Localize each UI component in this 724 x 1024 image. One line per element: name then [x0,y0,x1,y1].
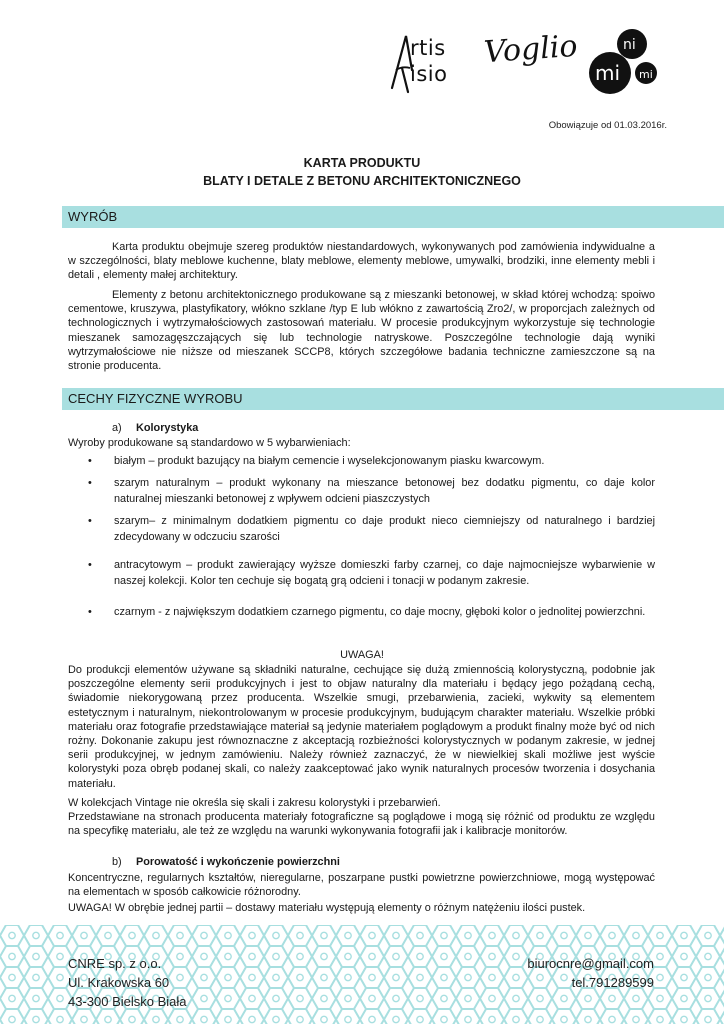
bullet-marker: • [88,477,92,489]
vintage-note: W kolekcjach Vintage nie określa się skali i zakresu kolorystyki i przebarwień. [68,797,441,809]
section-heading-text: WYRÓB [68,209,118,224]
title-line-1: KARTA PRODUKTU [303,156,421,170]
uwaga-heading: UWAGA! [340,649,384,661]
brand-logos [388,28,658,98]
subsection-a-marker: a) [112,422,122,434]
company-street: Ul. Krakowska 60 [68,975,170,990]
footer [0,925,724,1024]
list-item [68,475,655,507]
list-item [68,604,655,620]
contact-phone[interactable]: tel.791289599 [571,975,654,990]
bullet-text: białym – produkt bazujący na białym cemencie i wyselekcjonowanym piasku kwarcowym. [114,455,545,467]
porosity-warning: UWAGA! W obrębie jednej partii – dostawy materiału występują elementy o różnym natężeniu ilości pustek. [68,902,586,914]
uwaga-paragraph: Do produkcji elementów używane są składniki naturalne, cechujące się dużą zmiennością kolorystyczną, podobnie jak poszczególne elementy serii produkcyjnych i jest to objaw naturalny dla materiału i będący jego pożądaną cechą, świadomie niekorygowaną przez producenta. Wszelkie smugi, przebarwienia, zacieki, wykwity są elementem estetycznym i naturalnym, niekontrolowanym w procesie produkcyjnym, budującym charakter materiału. Wszelkie próbki materiału oraz fotografie przedstawiające materiał są jedynie materiałem poglądowym a produkt finalny może być od nich rożny. Dokonanie zakupu jest równoznaczne z akceptacją rozbieżności kolorystycznych w podanym zakresie, w jednej serii produkcyjnej, w jednym zamówieniu. Należy również zaznaczyć, że w niewielkiej skali możliwe jest wyście kolorystyki poza obręb podanej skali, co należy zaakceptować jako wynik naturalnych procesów tworzenia i dosychania materiału. [68,664,655,790]
artis-text: rtis [410,36,446,60]
colors-intro: Wyroby produkowane są standardowo w 5 wybarwieniach: [68,437,351,449]
subsection-b-marker: b) [112,856,122,868]
contact-email[interactable]: biurocnre@gmail.com [527,956,654,971]
company-name: CNRE sp. z o.o. [68,956,162,971]
subsection-a-title: Kolorystyka [136,422,199,434]
product-description-paragraph: Karta produktu obejmuje szereg produktów niestandardowych, wykonywanych pod zamówienia indywidualne a w szczególności, blaty meblowe kuchenne, blaty meblowe, elementy meblowe, umywalki, brodziki, inne elementy mebli i detali , elementy małej architektury. [68,241,655,282]
nimimi-logo [588,28,660,98]
list-item [68,513,655,545]
porosity-paragraph: Koncentryczne, regularnych kształtów, nieregularne, poszarpane pustki powietrzne powierzchniowe, mogą występować na elementach w sposób całkowicie różnorodny. [68,872,655,899]
bullet-text: szarym– z minimalnym dodatkiem pigmentu co daje produkt nieco ciemniejszy od naturalnego i bardziej zdecydowany w odczuciu szarości [114,515,655,543]
voglio-logo: Voglio [482,28,579,71]
title-line-2: BLATY I DETALE Z BETONU ARCHITEKTONICZNEGO [203,174,521,188]
nimimi-text-mi-small: mi [639,68,653,81]
section-heading-cechy [62,388,724,410]
subsection-b-title: Porowatość i wykończenie powierzchni [136,856,340,868]
bullet-marker: • [88,606,92,618]
list-item [68,453,655,469]
company-address [68,954,187,1011]
page-title [0,154,724,190]
bullet-marker: • [88,455,92,467]
list-item [68,557,655,589]
composition-paragraph: Elementy z betonu architektonicznego produkowane są z mieszanki betonowej, w skład której wchodzą: spoiwo cementowe, kruszywa, plastyfikatory, włókno szklane /typ E lub włókno z zawartością Zro2/, w proporcjach zależnych od technologicznych i wytrzymałościowych zastosowań materiału. W procesie produkcyjnym wykorzystuje się technologie mieszanek samozagęszczających się lub technologie natryskowe. Poszczególne technologie dają wyniki wytrzymałościowe nie niższe od mieszanek SCCP8, których szczegółowe badania techniczne zamieszczone są na stronie producenta. [68,289,655,373]
bullet-text: szarym naturalnym – produkt wykonany na mieszance betonowej bez dodatku pigmentu, co daje kolor naturalnej mieszanki betonowej z wpływem odcieni piaszczystych [114,477,655,505]
artis-visio-logo [388,30,478,96]
bullet-marker: • [88,515,92,527]
bullet-marker: • [88,559,92,571]
bullet-text: czarnym - z największym dodatkiem czarnego pigmentu, co daje mocny, głęboki kolor o jednolitej powierzchni. [114,606,646,618]
section-heading-wyrob [62,206,724,228]
nimimi-text-ni: ni [623,37,636,53]
bullet-text: antracytowym – produkt zawierający wyższe domieszki farby czarnej, co daje najmocniejsze wybarwienie w naszej kolekcji. Kolor ten cechuje się bogatą grą odcieni i tonacji w podanym zakresie. [114,559,655,587]
company-contact [527,954,654,992]
company-city: 43-300 Bielsko Biała [68,994,187,1009]
effective-date: Obowiązuje od 01.03.2016r. [548,120,667,131]
photo-disclaimer: Przedstawiane na stronach producenta materiały fotograficzne są poglądowe i mogą się różnić od produktu ze względu na specyfikę materiału, ale też ze względu na warunki wykonywania fotografii jak i kalibracje monitorów. [68,811,655,838]
section-heading-text: CECHY FIZYCZNE WYROBU [68,391,243,406]
nimimi-text-mi-large: mi [595,61,621,85]
visio-text: isio [410,62,448,86]
